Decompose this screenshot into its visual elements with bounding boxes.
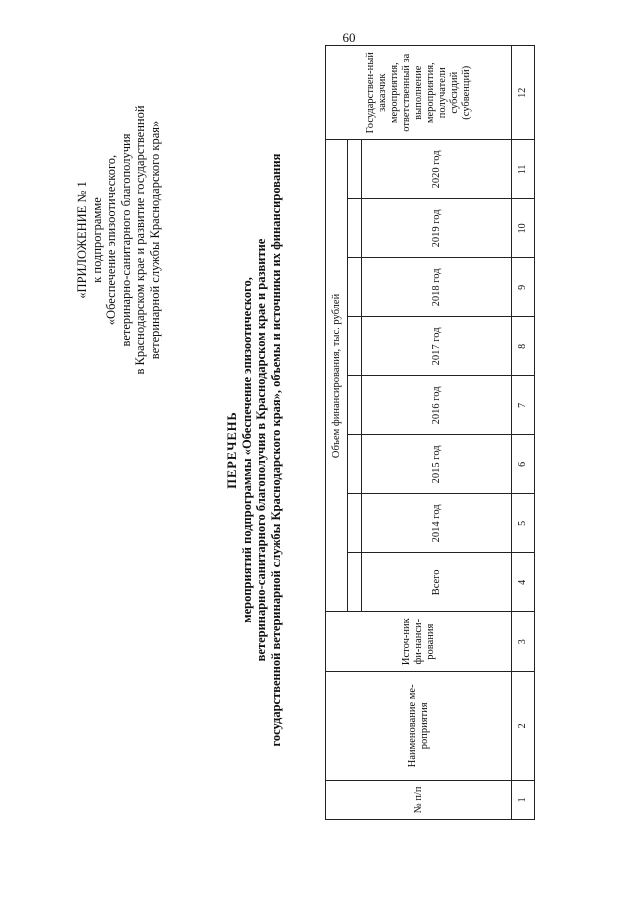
header-spacer <box>348 317 362 376</box>
column-number: 5 <box>512 494 535 553</box>
appendix-line: в Краснодарском крае и развитие государственной <box>133 105 147 375</box>
column-number: 10 <box>512 199 535 258</box>
header-spacer <box>348 435 362 494</box>
appendix-line: ветеринарно-санитарного благополучия <box>118 133 133 347</box>
header-spacer <box>348 494 362 553</box>
header-year: 2015 год <box>362 435 512 494</box>
column-number: 3 <box>512 612 535 671</box>
header-year: 2016 год <box>362 376 512 435</box>
header-spacer <box>348 553 362 612</box>
column-number: 8 <box>512 317 535 376</box>
title-line: ветеринарно-санитарного благополучия в Краснодарском крае и развитие <box>254 238 268 662</box>
column-number: 1 <box>512 780 535 819</box>
appendix-line: к подпрограмме <box>89 197 104 283</box>
document-title <box>225 85 283 815</box>
header-year: 2018 год <box>362 258 512 317</box>
header-source: Источ-ник фи-нанси-рования <box>326 612 512 671</box>
column-number: 2 <box>512 671 535 780</box>
title-heading: ПЕРЕЧЕНЬ <box>225 411 239 489</box>
rotated-sheet <box>65 45 585 855</box>
header-spacer <box>348 199 362 258</box>
header-spacer <box>348 140 362 199</box>
header-year: 2014 год <box>362 494 512 553</box>
header-spacer <box>348 376 362 435</box>
header-name: Наименование ме-роприятия <box>326 671 512 780</box>
header-year: 2019 год <box>362 199 512 258</box>
header-customer: Государствен-ный заказчик мероприятия, ответственный за выполнение мероприятия, получатели субсидий (субвенций) <box>326 46 512 140</box>
appendix-line: ветеринарной службы Краснодарского края» <box>147 120 162 360</box>
column-number: 6 <box>512 435 535 494</box>
title-line: государственной ветеринарной службы Краснодарского края», объемы и источники их финансирования <box>268 153 283 747</box>
column-number: 7 <box>512 376 535 435</box>
table-container <box>325 45 535 820</box>
page-number: 60 <box>342 30 356 45</box>
header-funding: Объем финансирования, тыс. рублей <box>326 140 348 612</box>
appendix-line: «ПРИЛОЖЕНИЕ № 1 <box>75 181 89 299</box>
appendix-line: «Обеспечение эпизоотического, <box>104 154 118 326</box>
column-number: 9 <box>512 258 535 317</box>
title-line: мероприятий подпрограммы «Обеспечение эпизоотического, <box>239 277 254 623</box>
appendix-block <box>75 75 162 405</box>
header-spacer <box>348 258 362 317</box>
column-number: 12 <box>512 46 535 140</box>
column-number: 4 <box>512 553 535 612</box>
header-total: Всего <box>362 553 512 612</box>
header-no: № п/п <box>326 780 512 819</box>
funding-table <box>325 45 535 820</box>
header-year: 2020 год <box>362 140 512 199</box>
column-number: 11 <box>512 140 535 199</box>
header-year: 2017 год <box>362 317 512 376</box>
